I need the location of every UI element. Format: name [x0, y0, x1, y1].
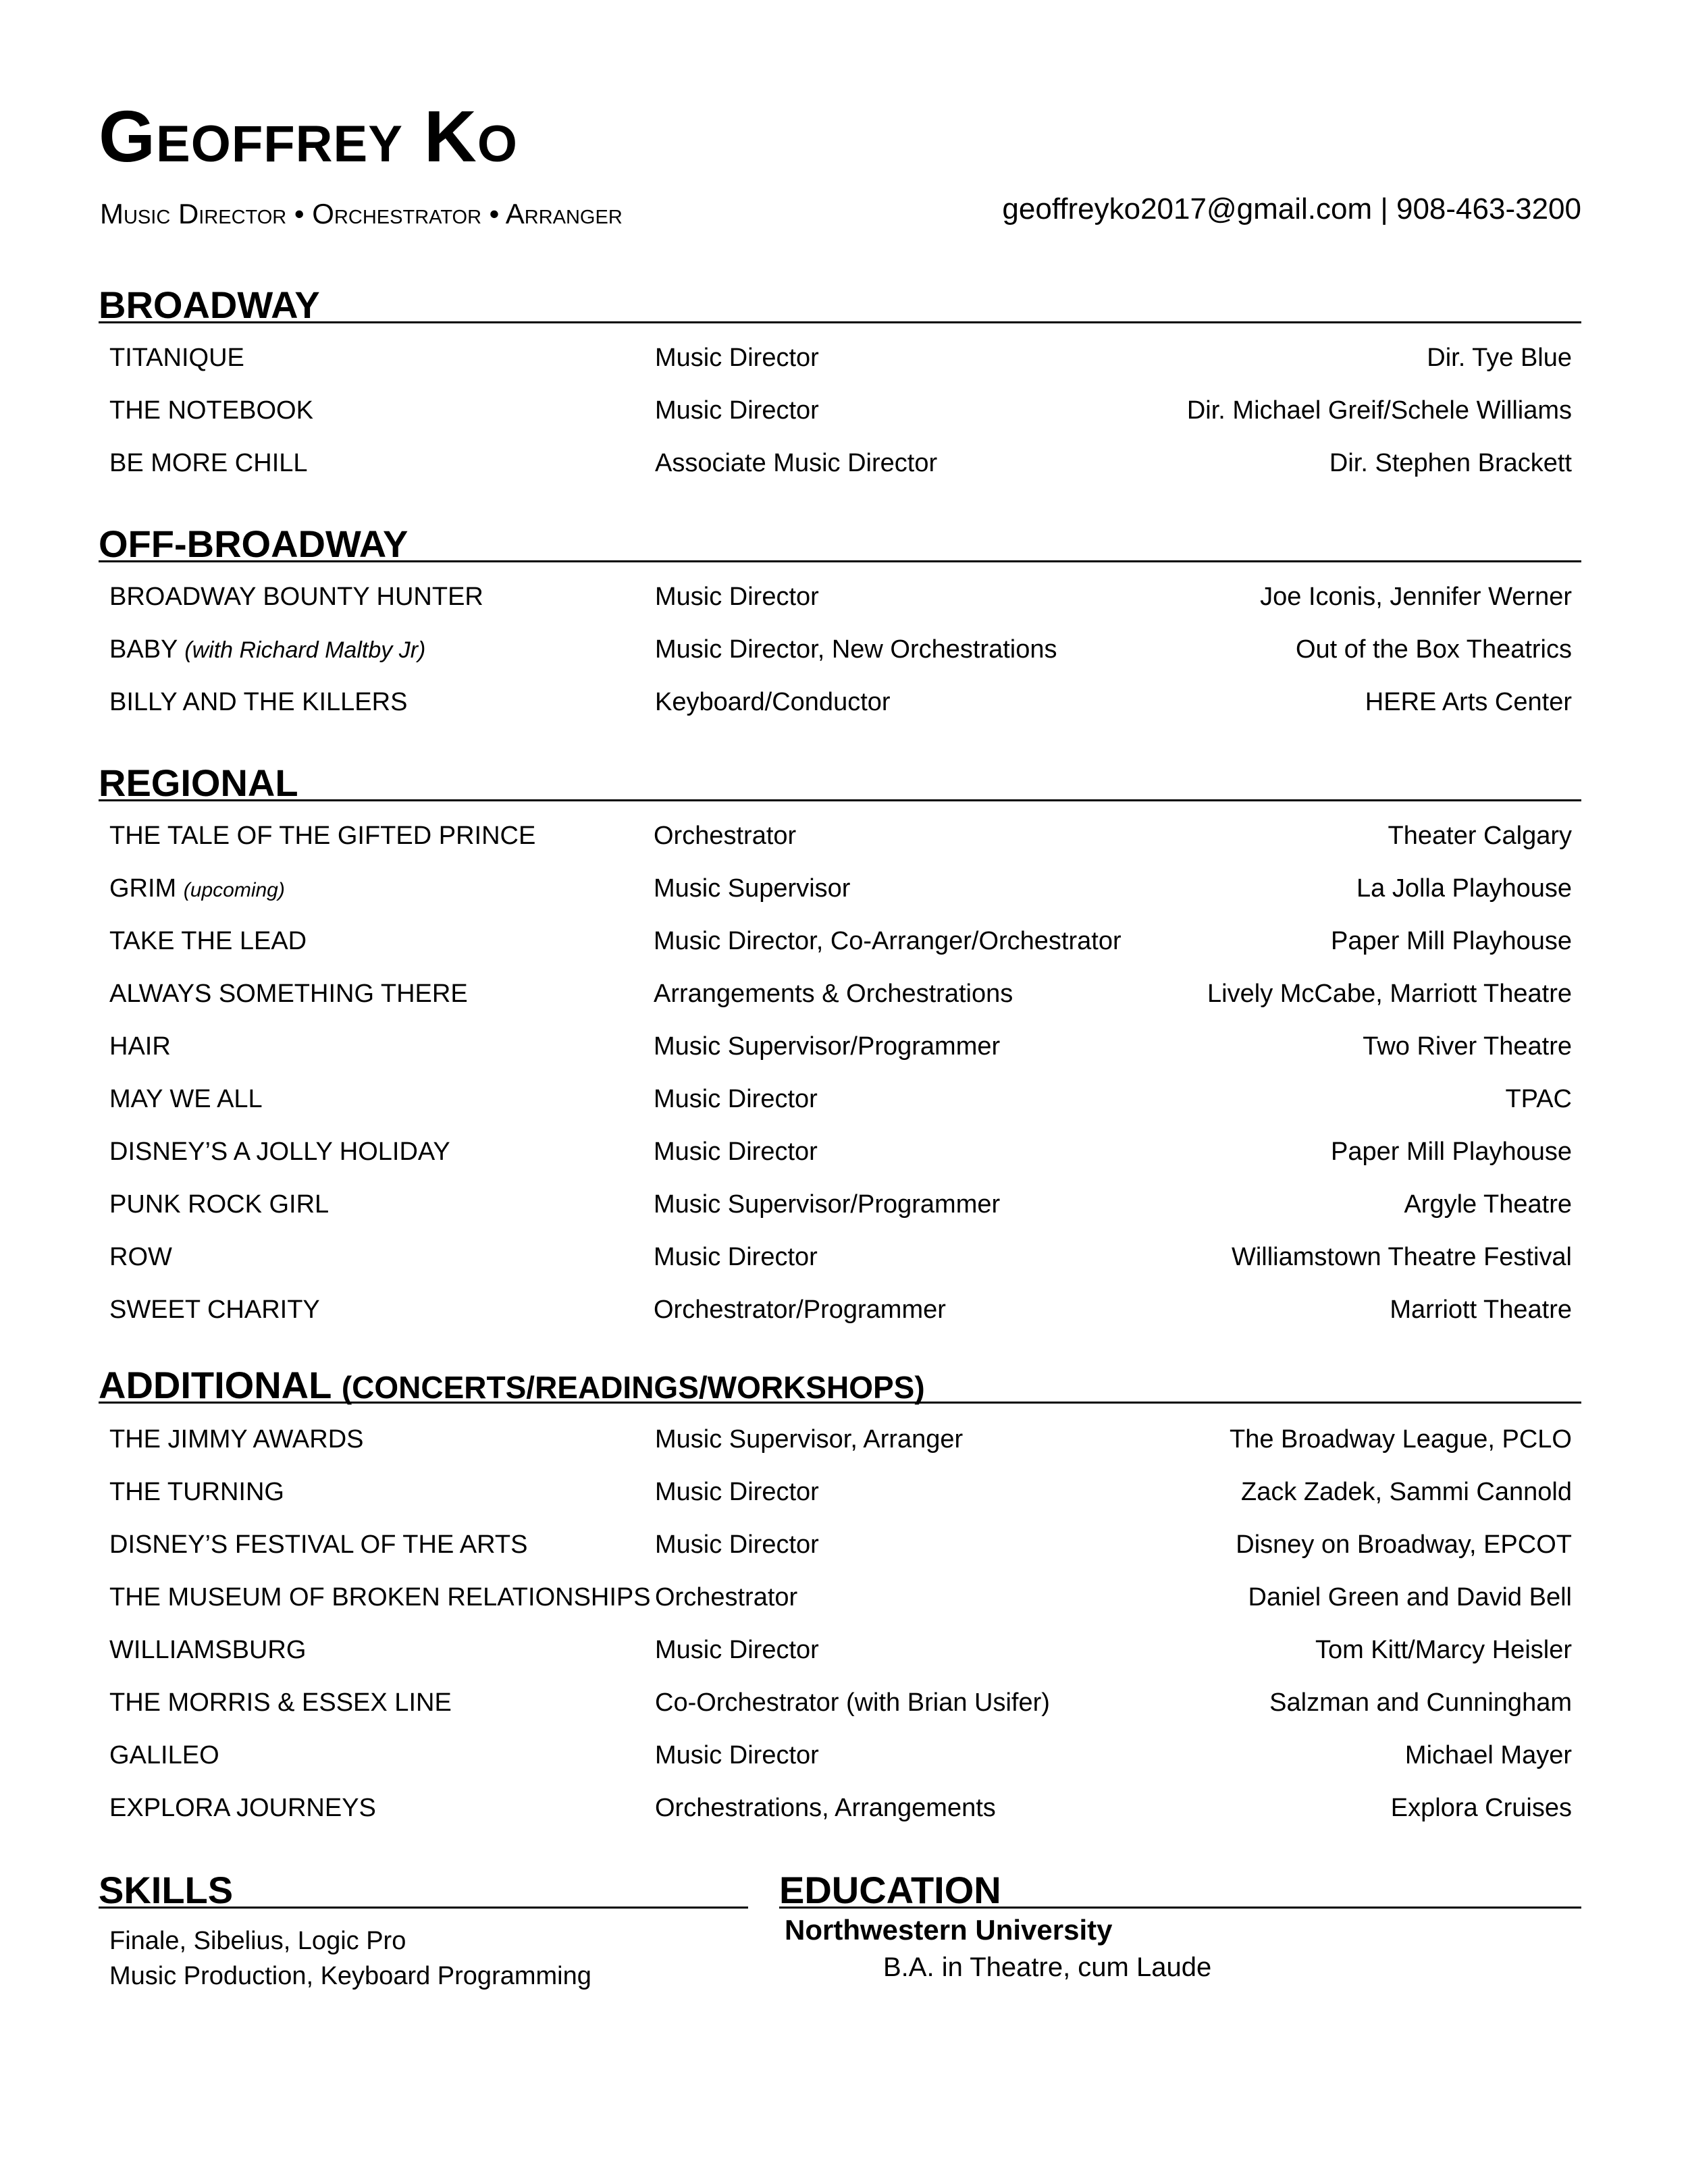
role: Music Supervisor/Programmer: [654, 1032, 1001, 1061]
role: Music Director: [654, 1085, 818, 1113]
credit: Theater Calgary: [1388, 822, 1572, 850]
credit-row: [0, 1184, 1688, 1225]
credit: Explora Cruises: [1390, 1794, 1572, 1822]
credit-row: [0, 921, 1688, 961]
credit: Paper Mill Playhouse: [1331, 927, 1572, 955]
show-name: BROADWAY BOUNTY HUNTER: [109, 583, 483, 611]
role: Music Director: [655, 583, 819, 611]
show-name: HAIR: [109, 1032, 171, 1061]
credit-row: [0, 1289, 1688, 1330]
show-name: ALWAYS SOMETHING THERE: [109, 980, 468, 1008]
credit: Disney on Broadway, EPCOT: [1236, 1530, 1572, 1559]
section-heading-regional: [99, 762, 1581, 804]
credit: HERE Arts Center: [1365, 688, 1572, 716]
show-name: PUNK ROCK GIRL: [109, 1190, 329, 1219]
show-name: BE MORE CHILL: [109, 449, 308, 477]
credit: Joe Iconis, Jennifer Werner: [1260, 583, 1572, 611]
credit: Dir. Michael Greif/Schele Williams: [1186, 396, 1572, 425]
section-subtitle: (CONCERTS/READINGS/WORKSHOPS): [341, 1370, 925, 1405]
credit-row: [0, 1026, 1688, 1067]
education-school: Northwestern University: [785, 1914, 1113, 1946]
show-name: BABY (with Richard Maltby Jr): [109, 635, 426, 664]
show-name: WILLIAMSBURG: [109, 1636, 307, 1664]
credit: The Broadway League, PCLO: [1230, 1425, 1572, 1454]
credit-row: [0, 443, 1688, 483]
section-heading-skills: [99, 1869, 748, 1909]
section-heading-education: [779, 1869, 1581, 1909]
role: Orchestrator: [654, 822, 797, 850]
show-name: TAKE THE LEAD: [109, 927, 307, 955]
section-title: OFF-BROADWAY: [99, 523, 408, 565]
section-heading-off-broadway: [99, 523, 1581, 565]
credit-row: [0, 816, 1688, 856]
credit: Michael Mayer: [1404, 1741, 1572, 1769]
role: Music Director: [655, 1741, 819, 1769]
show-name: BILLY AND THE KILLERS: [109, 688, 408, 716]
show-name: GALILEO: [109, 1741, 219, 1769]
role: Music Supervisor/Programmer: [654, 1190, 1001, 1219]
credit-row: [0, 1577, 1688, 1618]
role: Music Supervisor, Arranger: [655, 1425, 964, 1454]
role: Music Director: [655, 396, 819, 425]
credit: Dir. Tye Blue: [1427, 344, 1572, 372]
credit: Two River Theatre: [1363, 1032, 1572, 1061]
education-degree: B.A. in Theatre, cum Laude: [883, 1952, 1212, 1982]
credit: TPAC: [1505, 1085, 1572, 1113]
credit-row: [0, 577, 1688, 617]
resume-name: Geoffrey Ko: [99, 95, 519, 177]
credit-row: [0, 1079, 1688, 1119]
credit-row: [0, 338, 1688, 378]
credit-row: [0, 682, 1688, 722]
credit: La Jolla Playhouse: [1356, 874, 1572, 903]
credit: Zack Zadek, Sammi Cannold: [1241, 1478, 1572, 1506]
section-title: BROADWAY: [99, 284, 320, 326]
show-name: THE MORRIS & ESSEX LINE: [109, 1688, 452, 1717]
role: Orchestrator: [655, 1583, 798, 1612]
credit: Dir. Stephen Brackett: [1329, 449, 1572, 477]
show-name: THE NOTEBOOK: [109, 396, 313, 425]
role: Music Director: [654, 1243, 818, 1271]
show-name: TITANIQUE: [109, 344, 244, 372]
credit-row: [0, 629, 1688, 670]
contact-info: geoffreyko2017@gmail.com | 908-463-3200: [1002, 192, 1581, 225]
credit: Out of the Box Theatrics: [1295, 635, 1572, 664]
credit-row: [0, 1735, 1688, 1776]
credit-row: [0, 1788, 1688, 1828]
role: Associate Music Director: [655, 449, 938, 477]
role: Music Director: [654, 1138, 818, 1166]
show-name: THE TURNING: [109, 1478, 284, 1506]
role: Music Director, Co-Arranger/Orchestrator: [654, 927, 1122, 955]
credit: Lively McCabe, Marriott Theatre: [1207, 980, 1572, 1008]
credit: Paper Mill Playhouse: [1331, 1138, 1572, 1166]
section-title: REGIONAL: [99, 762, 298, 804]
credit: Williamstown Theatre Festival: [1231, 1243, 1572, 1271]
credit-row: [0, 1472, 1688, 1512]
show-name: EXPLORA JOURNEYS: [109, 1794, 376, 1822]
role: Music Director: [655, 344, 819, 372]
show-name: THE JIMMY AWARDS: [109, 1425, 364, 1454]
credit-row: [0, 1524, 1688, 1565]
show-name: DISNEY’S FESTIVAL OF THE ARTS: [109, 1530, 528, 1559]
show-name: MAY WE ALL: [109, 1085, 263, 1113]
role: Orchestrator/Programmer: [654, 1296, 946, 1324]
skill-line: Finale, Sibelius, Logic Pro: [109, 1927, 406, 1955]
credit: Salzman and Cunningham: [1269, 1688, 1572, 1717]
role: Keyboard/Conductor: [655, 688, 891, 716]
role: Music Director: [655, 1636, 819, 1664]
credit-row: [0, 1131, 1688, 1172]
credit-row: [0, 1237, 1688, 1277]
credit-row: [0, 1630, 1688, 1670]
credit-row: [0, 868, 1688, 909]
section-title: ADDITIONAL (CONCERTS/READINGS/WORKSHOPS): [99, 1364, 925, 1406]
show-name: THE TALE OF THE GIFTED PRINCE: [109, 822, 536, 850]
show-name: SWEET CHARITY: [109, 1296, 320, 1324]
role: Orchestrations, Arrangements: [655, 1794, 996, 1822]
credit-row: [0, 1419, 1688, 1460]
credit: Marriott Theatre: [1390, 1296, 1572, 1324]
show-name: ROW: [109, 1243, 172, 1271]
skill-line: Music Production, Keyboard Programming: [109, 1962, 591, 1990]
role: Music Director: [655, 1478, 819, 1506]
section-title: EDUCATION: [779, 1869, 1001, 1911]
credit-row: [0, 974, 1688, 1014]
role: Co-Orchestrator (with Brian Usifer): [655, 1688, 1050, 1717]
role: Music Director: [655, 1530, 819, 1559]
role: Music Supervisor: [654, 874, 851, 903]
credit: Tom Kitt/Marcy Heisler: [1315, 1636, 1572, 1664]
show-name: DISNEY’S A JOLLY HOLIDAY: [109, 1138, 450, 1166]
show-name: GRIM (upcoming): [109, 874, 285, 903]
credit-row: [0, 390, 1688, 431]
show-name: THE MUSEUM OF BROKEN RELATIONSHIPS: [109, 1583, 651, 1612]
role: Music Director, New Orchestrations: [655, 635, 1057, 664]
credit: Argyle Theatre: [1404, 1190, 1572, 1219]
section-title: SKILLS: [99, 1869, 234, 1911]
role: Arrangements & Orchestrations: [654, 980, 1013, 1008]
credit: Daniel Green and David Bell: [1248, 1583, 1572, 1612]
show-note: (with Richard Maltby Jr): [184, 637, 426, 663]
section-heading-broadway: [99, 284, 1581, 326]
credit-row: [0, 1682, 1688, 1723]
resume-subtitle: Music Director • Orchestrator • Arranger: [100, 198, 623, 230]
section-heading-additional: [99, 1364, 1581, 1404]
show-note: (upcoming): [183, 879, 285, 901]
